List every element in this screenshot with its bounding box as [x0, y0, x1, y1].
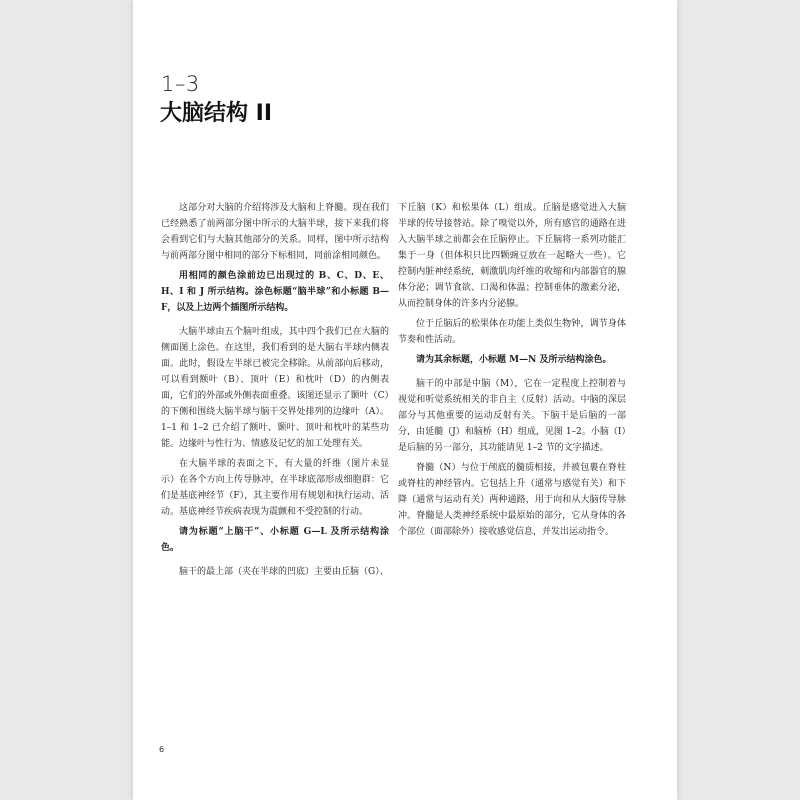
- paragraph: 位于丘脑后的松果体在功能上类似生物钟，调节身体节奏和性活动。: [398, 319, 626, 345]
- paragraph: 脑干的最上部（夹在半球的凹底）主要由丘脑（G）、: [179, 567, 389, 577]
- paragraph: 在大脑半球的表面之下，有大量的纤维（图片未显示）在各个方向上传导脉冲，在半球底部形成细胞群：它们是基底神经节（F），其主要作用有规划和执行运动、活动。基底神经节疾病表现为震颤和不受控制的行动。: [161, 459, 389, 517]
- section-number: 1–3: [161, 72, 200, 96]
- left-text-column: [161, 200, 389, 584]
- coloring-instruction: 用相同的颜色涂前边已出现过的 B、C、D、E、H、I 和 J 所示结构。涂色标题“脑半球”和小标题 B—F，以及上边两个插图所示结构。: [161, 271, 389, 313]
- section-title: 大脑结构 II: [160, 101, 273, 126]
- paragraph-continued: 下丘脑（K）和松果体（L）组成。丘脑是感觉进入大脑半球的传导接替站。除了嗅觉以外，所有感官的通路在进入大脑半球之前都会在丘脑停止。下丘脑将一系列功能汇集于一身（但体积只比四颗豌豆放在一起略大一些）。它控制内脏神经系统，刺激肌肉纤维的收缩和内部器官的腺体分泌；调节食欲、口渴和体温；控制垂体的激素分泌，从而控制身体的许多内分泌腺。: [398, 203, 626, 309]
- coloring-instruction: 请为其余标题，小标题 M—N 及所示结构涂色。: [416, 355, 612, 365]
- page-number: 6: [159, 745, 165, 754]
- paragraph: 脑干的中部是中脑（M），它在一定程度上控制着与视觉和听觉系统相关的非自主（反射）活动。中脑的深层部分与其他重要的运动反射有关。下脑干是后脑的一部分，由延髓（J）和脑桥（H）组成，见图 1–2。小脑（I）是后脑的另一部分，其功能请见 1–2 节的文字描述。: [398, 379, 626, 453]
- book-page: [133, 0, 677, 800]
- paragraph: 脊髓（N）与位于颅底的髓质相接，并被包裹在脊柱或脊柱的神经管内。它包括上升（通常与感觉有关）和下降（通常与运动有关）两种通路，用于向和从大脑传导脉冲。脊髓是人类神经系统中最原始的部分，它从身体的各个部位（面部除外）接收感觉信息，并发出运动指令。: [398, 463, 626, 537]
- coloring-instruction: 请为标题“上脑干”、小标题 G—L 及所示结构涂色。: [161, 527, 389, 553]
- paragraph: 大脑半球由五个脑叶组成，其中四个我们已在大脑的侧面图上涂色。在这里，我们看到的是大脑右半球内侧表面。此时，假设左半球已被完全移除。从前部向后移动，可以看到额叶（B）、顶叶（E）和枕叶（D）的内侧表面，它们的外部或外侧表面重叠。该图还显示了颞叶（C）的下侧和围绕大脑半球与脑干交界处排列的边缘叶（A）。1–1 和 1–2 已介绍了额叶、颞叶、顶叶和枕叶的某些功能。边缘叶与性行为、情感及记忆的加工处理有关。: [161, 327, 389, 449]
- right-text-column: [398, 200, 626, 544]
- paragraph: 这部分对大脑的介绍将涉及大脑和上脊髓。现在我们已经熟悉了前两部分图中所示的大脑半球，接下来我们将会看到它们与大脑其他部分的关系。同样，图中所示结构与前两部分图中相同的部分下标相同，同前涂相同颜色。: [161, 203, 389, 261]
